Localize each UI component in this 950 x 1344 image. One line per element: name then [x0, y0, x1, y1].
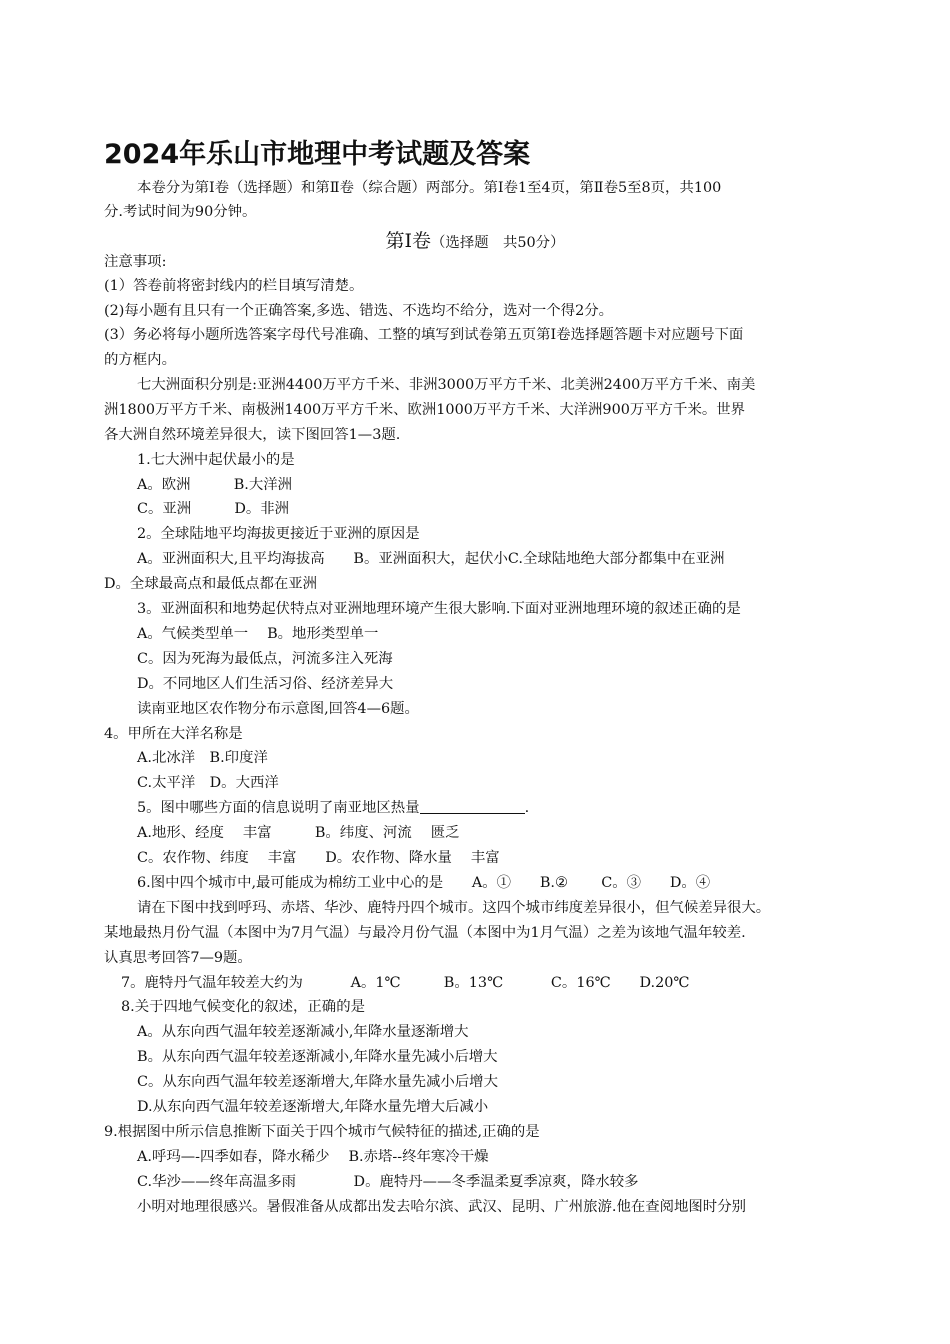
intro-line-2: 分.考试时间为90分钟。 — [104, 204, 257, 220]
q3-stem: 3。亚洲面积和地势起伏特点对亚洲地理环境产生很大影响.下面对亚洲地理环境的叙述正确的是 — [137, 601, 741, 617]
passage4: 小明对地理很感兴。暑假准备从成都出发去哈尔滨、武汉、昆明、广州旅游.他在查阅地图时分别 — [137, 1199, 746, 1215]
intro-line-1: 本卷分为第Ⅰ卷（选择题）和第Ⅱ卷（综合题）两部分。第Ⅰ卷1至4页，第Ⅱ卷5至8页，共100 — [137, 180, 722, 196]
q9-options-2: C.华沙——终年高温多雨 D。鹿特丹——冬季温柔夏季凉爽，降水较多 — [137, 1174, 639, 1190]
note-1: (1）答卷前将密封线内的栏目填写清楚。 — [104, 278, 364, 294]
page-title: 2024年乐山市地理中考试题及答案 — [104, 139, 531, 170]
q1-options-1: A。欧洲 B.大洋洲 — [137, 477, 293, 493]
q4-options-1: A.北冰洋 B.印度洋 — [137, 750, 268, 766]
passage3-line-3: 认真思考回答7—9题。 — [104, 950, 252, 966]
q4-options-2: C.太平洋 D。大西洋 — [137, 775, 279, 791]
q3-option-c: C。因为死海为最低点，河流多注入死海 — [137, 651, 393, 667]
q8-stem: 8.关于四地气候变化的叙述，正确的是 — [121, 999, 365, 1015]
q8-option-c: C。从东向西气温年较差逐渐增大,年降水量先减小后增大 — [137, 1074, 498, 1090]
q9-options-1: A.呼玛—-四季如春，降水稀少 B.赤塔--终年寒冷干燥 — [137, 1149, 489, 1165]
answer-blank — [420, 799, 525, 814]
note-2: (2)每小题有且只有一个正确答案,多选、错选、不选均不给分，选对一个得2分。 — [104, 303, 614, 319]
section-heading — [0, 226, 950, 253]
q3-option-ab: A。气候类型单一 B。地形类型单一 — [137, 626, 379, 642]
q3-option-d: D。不同地区人们生活习俗、经济差异大 — [137, 676, 394, 692]
section-main: 第Ⅰ卷 — [385, 230, 432, 252]
passage1-line-3: 各大洲自然环境差异很大，读下图回答1—3题. — [104, 427, 401, 443]
q2-options-2: D。全球最高点和最低点都在亚洲 — [104, 576, 318, 592]
q7-stem: 7。鹿特丹气温年较差大约为 A。1℃ B。13℃ C。16℃ D.20℃ — [121, 975, 690, 991]
q5-options-2: C。农作物、纬度 丰富 D。农作物、降水量 丰富 — [137, 850, 500, 866]
q5-stem: 5。图中哪些方面的信息说明了南亚地区热量 — [137, 800, 420, 816]
q8-option-d: D.从东向西气温年较差逐渐增大,年降水量先增大后减小 — [137, 1099, 489, 1115]
q2-stem: 2。全球陆地平均海拔更接近于亚洲的原因是 — [137, 526, 420, 542]
q1-stem: 1.七大洲中起伏最小的是 — [137, 452, 295, 468]
note-3: (3）务必将每小题所选答案字母代号准确、工整的填写到试卷第五页第Ⅰ卷选择题答题卡对应题号下面 — [104, 327, 744, 343]
q5-options-1: A.地形、经度 丰富 B。纬度、河流 匮乏 — [137, 825, 460, 841]
q9-stem: 9.根据图中所示信息推断下面关于四个城市气候特征的描述,正确的是 — [104, 1124, 540, 1140]
passage1-line-2: 洲1800万平方千米、南极洲1400万平方千米、欧洲1000万平方千米、大洋洲900万平方千米。世界 — [104, 402, 746, 418]
notes-heading: 注意事项: — [104, 254, 167, 270]
q8-option-a: A。从东向西气温年较差逐渐减小,年降水量逐渐增大 — [137, 1024, 469, 1040]
note-3-cont: 的方框内。 — [104, 352, 176, 368]
passage1-line-1: 七大洲面积分别是:亚洲4400万平方千米、非洲3000万平方千米、北美洲2400万平方千米、南美 — [137, 377, 756, 393]
q8-option-b: B。从东向西气温年较差逐渐减小,年降水量先减小后增大 — [137, 1049, 498, 1065]
passage2: 读南亚地区农作物分布示意图,回答4—6题。 — [137, 701, 419, 717]
passage3-line-2: 某地最热月份气温（本图中为7月气温）与最冷月份气温（本图中为1月气温）之差为该地气温年较差. — [104, 925, 746, 941]
q2-options-1: A。亚洲面积大,且平均海拔高 B。亚洲面积大，起伏小C.全球陆地绝大部分都集中在亚洲 — [137, 551, 725, 567]
passage3-line-1: 请在下图中找到呼玛、赤塔、华沙、鹿特丹四个城市。这四个城市纬度差异很小，但气候差异很大。 — [137, 900, 771, 916]
q4-stem: 4。甲所在大洋名称是 — [104, 726, 243, 742]
q1-options-2: C。亚洲 D。非洲 — [137, 501, 290, 517]
q6-stem: 6.图中四个城市中,最可能成为棉纺工业中心的是 A。① B.② C。③ D。④ — [137, 875, 711, 891]
q5-stem-line — [137, 796, 529, 820]
q5-stem-tail: . — [524, 800, 530, 816]
section-sub: （选择题 共50分） — [431, 235, 565, 251]
